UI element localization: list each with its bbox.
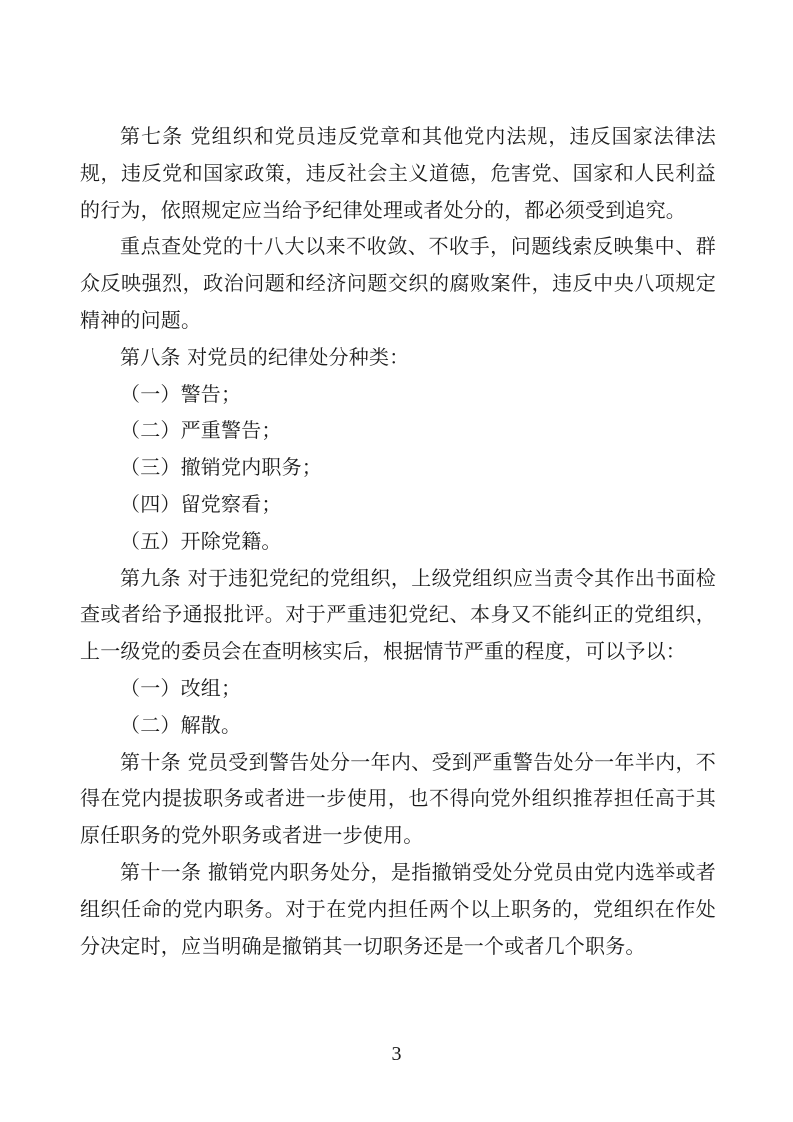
- article-7-supplement-paragraph: 重点查处党的十八大以来不收敛、不收手，问题线索反映集中、群众反映强烈，政治问题和经济问题交织的腐败案件，违反中央八项规定精神的问题。: [80, 234, 716, 332]
- document-body: [80, 118, 716, 964]
- list-item: （一）警告；: [120, 381, 242, 406]
- list-item: （一）改组；: [120, 675, 242, 700]
- list-item: （三）撤销党内职务；: [120, 455, 322, 480]
- article-8-paragraph: 第八条 对党员的纪律处分种类：: [120, 344, 410, 369]
- page-number: 3: [391, 1043, 402, 1065]
- article-7-paragraph: 第七条 党组织和党员违反党章和其他党内法规，违反国家法律法规，违反党和国家政策，违反社会主义道德，危害党、国家和人民利益的行为，依照规定应当给予纪律处理或者处分的，都必须受到追究。: [80, 124, 716, 222]
- list-item: （五）开除党籍。: [120, 528, 282, 553]
- list-item: （二）解散。: [120, 712, 242, 737]
- list-item: （二）严重警告；: [120, 418, 282, 443]
- article-11-paragraph: 第十一条 撤销党内职务处分，是指撤销受处分党员由党内选举或者组织任命的党内职务。对于在党内担任两个以上职务的，党组织在作处分决定时，应当明确是撤销其一切职务还是一个或者几个职务。: [80, 859, 716, 958]
- article-10-paragraph: 第十条 党员受到警告处分一年内、受到严重警告处分一年半内，不得在党内提拔职务或者进一步使用，也不得向党外组织推荐担任高于其原任职务的党外职务或者进一步使用。: [80, 749, 716, 848]
- list-item: （四）留党察看；: [120, 491, 282, 516]
- article-9-paragraph: 第九条 对于违犯党纪的党组织，上级党组织应当责令其作出书面检查或者给予通报批评。对于严重违犯党纪、本身又不能纠正的党组织，上一级党的委员会在查明核实后，根据情节严重的程度，可以予以：: [80, 565, 716, 664]
